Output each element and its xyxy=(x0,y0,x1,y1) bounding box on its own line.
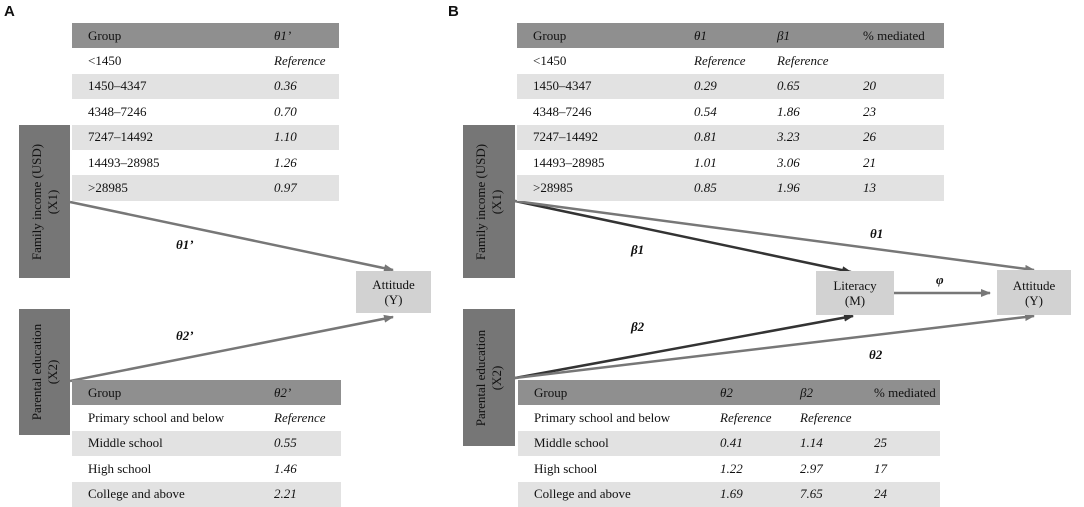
table-row xyxy=(517,125,944,150)
attitude-name: Attitude xyxy=(1012,277,1056,293)
cell: 0.65 xyxy=(761,74,847,99)
panel-a-attitude-box xyxy=(356,271,431,313)
cell: 0.55 xyxy=(258,431,341,456)
panel-a-income-table xyxy=(72,23,339,201)
cell: High school xyxy=(88,460,152,476)
cell: >28985 xyxy=(72,175,258,200)
table-header-row xyxy=(518,380,940,405)
path-label-theta2: θ2 xyxy=(869,347,883,362)
table-row xyxy=(72,482,341,507)
cell: 23 xyxy=(863,103,876,119)
cell: <1450 xyxy=(88,53,122,69)
cell: 1.10 xyxy=(258,125,339,150)
cell: 0.41 xyxy=(704,431,784,456)
cell: Reference xyxy=(720,410,772,426)
table-row xyxy=(517,175,944,200)
table-row xyxy=(72,150,339,175)
attitude-name: Attitude xyxy=(372,277,415,292)
panel-b-attitude-box xyxy=(997,270,1071,315)
panel-b-label: B xyxy=(448,3,459,20)
cell: 21 xyxy=(863,154,876,170)
cell: 14493–28985 xyxy=(533,154,605,170)
x2-name: Parental education xyxy=(473,329,488,426)
col-group: Group xyxy=(72,380,258,405)
table-row xyxy=(72,405,341,430)
table-row xyxy=(72,99,339,124)
cell: Reference xyxy=(274,410,326,426)
cell: Primary school and below xyxy=(534,410,671,426)
table-header-row xyxy=(72,23,339,48)
col-beta1: β1 xyxy=(761,23,847,48)
col-percent-mediated: % mediated xyxy=(847,23,944,48)
col-group: Group xyxy=(517,23,678,48)
cell: 14493–28985 xyxy=(88,154,160,170)
parental-education-label xyxy=(29,324,61,420)
table-row xyxy=(517,74,944,99)
cell: Reference xyxy=(800,410,852,426)
table-row xyxy=(518,405,940,430)
cell: Middle school xyxy=(72,431,258,456)
path-label-beta2: β2 xyxy=(631,319,645,334)
cell: 0.36 xyxy=(258,74,339,99)
cell: <1450 xyxy=(533,53,567,69)
col-group: Group xyxy=(518,380,704,405)
path-label-phi: φ xyxy=(936,272,944,287)
cell: 20 xyxy=(847,74,944,99)
arrow-b-x2-to-m xyxy=(515,316,853,378)
cell: 24 xyxy=(858,482,940,507)
panel-b-literacy-box xyxy=(816,271,894,315)
table-row xyxy=(72,175,339,200)
cell: Middle school xyxy=(518,431,704,456)
cell: 0.29 xyxy=(678,74,761,99)
table-row xyxy=(518,456,940,481)
cell: Reference xyxy=(777,53,829,69)
cell: Reference xyxy=(274,53,326,69)
panel-b-family-income-box xyxy=(463,125,515,278)
panel-a-education-table xyxy=(72,380,341,507)
table-row xyxy=(72,456,341,481)
cell: 4348–7246 xyxy=(88,103,147,119)
cell: College and above xyxy=(72,482,258,507)
cell: 1.01 xyxy=(694,154,717,170)
table-row xyxy=(72,74,339,99)
cell: 0.97 xyxy=(258,175,339,200)
x1-symbol: (X1) xyxy=(44,189,60,214)
panel-a-parental-education-box xyxy=(19,309,70,435)
col-theta1: θ1 xyxy=(678,23,761,48)
cell: >28985 xyxy=(517,175,678,200)
cell: 13 xyxy=(847,175,944,200)
col-group: Group xyxy=(72,23,258,48)
x2-name: Parental education xyxy=(28,323,44,421)
arrow-a-x1-to-y xyxy=(70,202,393,270)
cell xyxy=(858,405,940,430)
family-income-label xyxy=(29,143,61,259)
cell: 1450–4347 xyxy=(72,74,258,99)
cell: Primary school and below xyxy=(88,410,225,426)
x1-symbol: (X1) xyxy=(489,189,504,214)
table-row xyxy=(517,99,944,124)
panel-b-income-table xyxy=(517,23,944,201)
family-income-label xyxy=(473,143,505,259)
table-row xyxy=(517,150,944,175)
cell: 26 xyxy=(847,125,944,150)
table-row xyxy=(518,482,940,507)
cell: 1.26 xyxy=(274,154,297,170)
cell: 7247–14492 xyxy=(517,125,678,150)
path-label-theta1: θ1 xyxy=(870,226,884,241)
attitude-symbol: (Y) xyxy=(384,292,403,307)
cell: 3.06 xyxy=(777,154,800,170)
cell: 1.46 xyxy=(274,460,297,476)
cell: 1.96 xyxy=(761,175,847,200)
cell: 7247–14492 xyxy=(72,125,258,150)
x2-symbol: (X2) xyxy=(489,365,504,390)
col-theta2: θ2 xyxy=(704,380,784,405)
cell: High school xyxy=(534,460,598,476)
table-row xyxy=(72,48,339,73)
arrow-b-x2-to-y xyxy=(515,316,1034,378)
table-row xyxy=(517,48,944,73)
arrow-b-x1-to-m xyxy=(515,201,851,272)
col-theta2-prime: θ2’ xyxy=(258,380,341,405)
table-header-row xyxy=(517,23,944,48)
cell: 1450–4347 xyxy=(517,74,678,99)
arrow-a-x2-to-y xyxy=(70,317,393,381)
path-label-theta2-prime: θ2’ xyxy=(176,328,194,343)
cell: 1.86 xyxy=(777,103,800,119)
table-row xyxy=(518,431,940,456)
cell: 2.21 xyxy=(258,482,341,507)
cell: Reference xyxy=(694,53,746,69)
path-label-theta1-prime: θ1’ xyxy=(176,237,194,252)
cell: 25 xyxy=(858,431,940,456)
cell xyxy=(847,48,944,73)
cell: 17 xyxy=(874,460,887,476)
literacy-symbol: (M) xyxy=(844,293,866,308)
cell: 0.85 xyxy=(678,175,761,200)
x1-name: Family income (USD) xyxy=(28,143,44,260)
cell: 7.65 xyxy=(784,482,858,507)
col-beta2: β2 xyxy=(784,380,858,405)
attitude-symbol: (Y) xyxy=(1024,292,1044,308)
parental-education-label xyxy=(473,329,505,425)
cell: 1.22 xyxy=(720,460,743,476)
x1-name: Family income (USD) xyxy=(473,143,488,260)
table-row xyxy=(72,125,339,150)
panel-b-education-table xyxy=(518,380,940,507)
panel-b-parental-education-box xyxy=(463,309,515,446)
col-theta1-prime: θ1’ xyxy=(258,23,339,48)
table-header-row xyxy=(72,380,341,405)
cell: 0.70 xyxy=(274,103,297,119)
cell: 3.23 xyxy=(761,125,847,150)
x2-symbol: (X2) xyxy=(44,359,60,385)
path-label-beta1: β1 xyxy=(631,242,645,257)
cell: 2.97 xyxy=(800,460,823,476)
cell: 0.54 xyxy=(694,103,717,119)
literacy-name: Literacy xyxy=(833,278,877,293)
cell: College and above xyxy=(518,482,704,507)
cell: 4348–7246 xyxy=(533,103,592,119)
arrow-b-x1-to-y xyxy=(515,201,1034,270)
cell: 0.81 xyxy=(678,125,761,150)
cell: 1.14 xyxy=(784,431,858,456)
table-row xyxy=(72,431,341,456)
panel-a-label: A xyxy=(4,3,15,20)
col-percent-mediated: % mediated xyxy=(858,380,940,405)
panel-a-family-income-box xyxy=(19,125,70,278)
cell: 1.69 xyxy=(704,482,784,507)
